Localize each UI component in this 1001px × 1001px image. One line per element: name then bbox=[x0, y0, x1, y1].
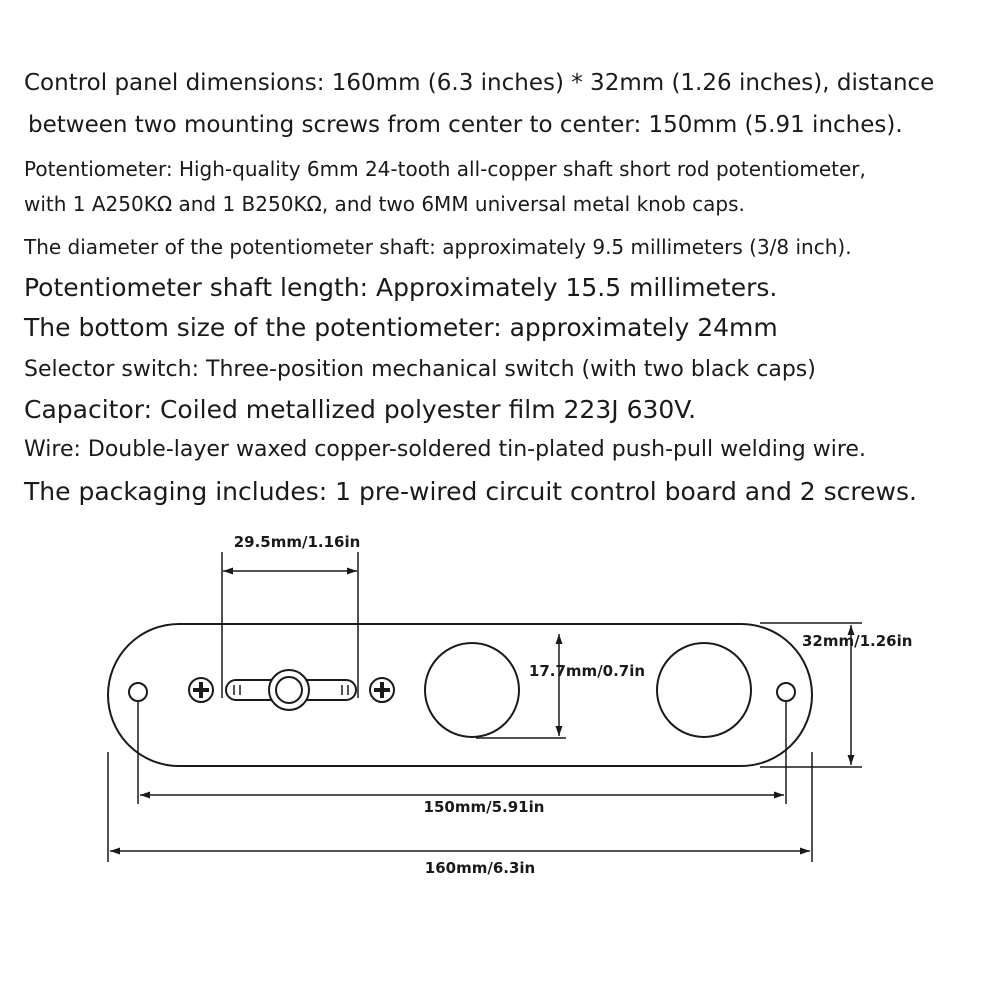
spec-line-shaft-length: Potentiometer shaft length: Approximately 15.5 millimeters. bbox=[24, 273, 778, 302]
pot-hole-dimension bbox=[476, 634, 566, 738]
spec-line-potentiometer-values: with 1 A250KΩ and 1 B250KΩ, and two 6MM universal metal knob caps. bbox=[24, 192, 745, 216]
mounting-hole-right bbox=[777, 683, 795, 701]
pot-hole-label: 17.7mm/0.7in bbox=[528, 662, 646, 680]
spec-line-wire: Wire: Double-layer waxed copper-soldered tin-plated push-pull welding wire. bbox=[24, 437, 866, 462]
spec-line-capacitor: Capacitor: Coiled metallized polyester film 223J 630V. bbox=[24, 395, 697, 424]
screw-distance-dimension bbox=[138, 702, 786, 804]
mounting-hole-left bbox=[129, 683, 147, 701]
plate-height-label: 32mm/1.26in bbox=[802, 632, 913, 650]
switch-lever-icon bbox=[269, 670, 309, 710]
spec-line-screw-distance: between two mounting screws from center to center: 150mm (5.91 inches). bbox=[28, 112, 903, 138]
switch-screw-right-icon bbox=[370, 678, 394, 702]
spec-line-pot-bottom-size: The bottom size of the potentiometer: approximately 24mm bbox=[24, 313, 778, 342]
spec-line-selector-switch: Selector switch: Three-position mechanical switch (with two black caps) bbox=[24, 357, 816, 382]
screw-distance-label: 150mm/5.91in bbox=[423, 798, 545, 816]
pot-hole-right bbox=[657, 643, 751, 737]
spec-line-potentiometer: Potentiometer: High-quality 6mm 24-tooth all-copper shaft short rod potentiometer, bbox=[24, 157, 866, 181]
switch-slot-label: 29.5mm/1.16in bbox=[233, 533, 361, 551]
spec-line-shaft-diameter: The diameter of the potentiometer shaft: approximately 9.5 millimeters (3/8 inch). bbox=[24, 235, 852, 259]
plate-length-label: 160mm/6.3in bbox=[424, 859, 536, 877]
switch-screw-left-icon bbox=[189, 678, 213, 702]
spec-line-packaging: The packaging includes: 1 pre-wired circuit control board and 2 screws. bbox=[24, 477, 917, 506]
pot-hole-left bbox=[425, 643, 519, 737]
spec-line-dimensions: Control panel dimensions: 160mm (6.3 inches) * 32mm (1.26 inches), distance bbox=[24, 70, 935, 96]
